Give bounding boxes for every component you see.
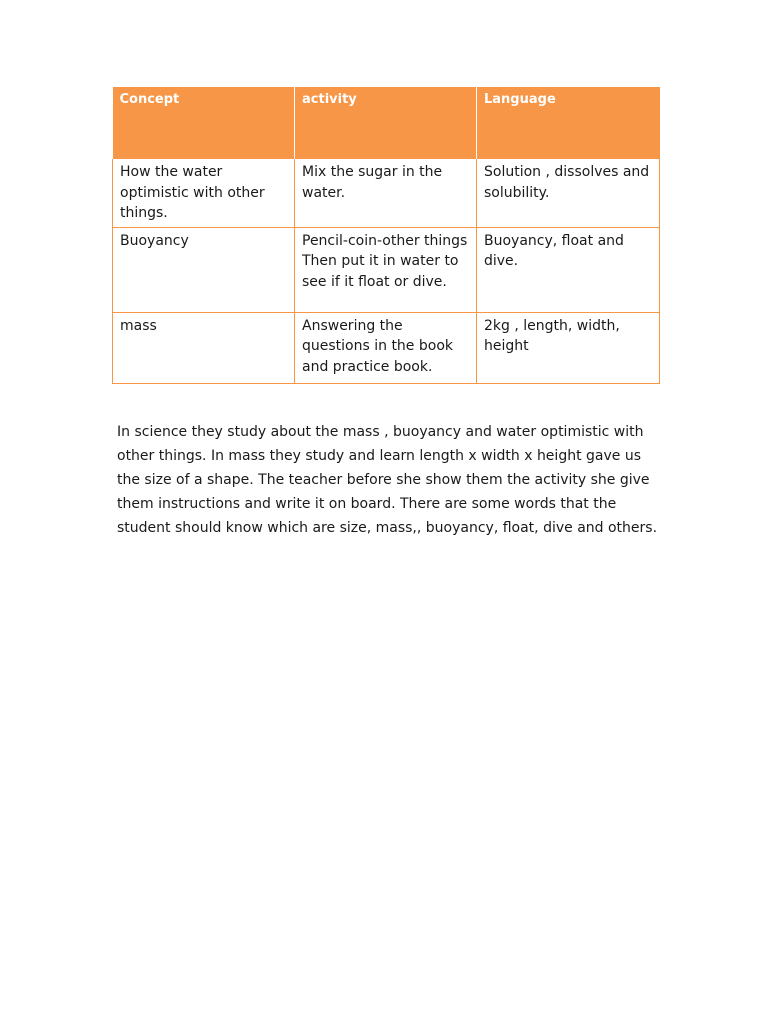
header-activity: activity	[295, 87, 477, 159]
header-concept: Concept	[113, 87, 295, 159]
cell-activity	[295, 227, 477, 312]
table-row	[113, 159, 660, 227]
concept-table-container	[112, 87, 659, 384]
cell-activity: Answering the questions in the book and practice book.	[295, 312, 477, 383]
cell-concept: mass	[113, 312, 295, 383]
cell-concept: Buoyancy	[113, 227, 295, 312]
cell-activity-line: Pencil-coin-other things	[302, 232, 468, 249]
table-row	[113, 227, 660, 312]
cell-language: Buoyancy, float and dive.	[477, 227, 660, 312]
body-paragraph: In science they study about the mass , buoyancy and water optimistic with other things. In mass they study and learn length x width x height gave us the size of a shape. The teacher before she show them the activity she give them instructions and write it on board. There are some words that the student should know which are size, mass,, buoyancy, float, dive and others.	[117, 424, 658, 536]
cell-language: 2kg , length, width, height	[477, 312, 660, 383]
table-header-row	[113, 87, 660, 159]
cell-concept: How the water optimistic with other things.	[113, 159, 295, 227]
cell-activity: Mix the sugar in the water.	[295, 159, 477, 227]
cell-language: Solution , dissolves and solubility.	[477, 159, 660, 227]
header-language: Language	[477, 87, 660, 159]
cell-activity-line: Then put it in water to see if it float or dive.	[302, 253, 459, 290]
table-row	[113, 312, 660, 383]
concept-table	[112, 87, 660, 384]
